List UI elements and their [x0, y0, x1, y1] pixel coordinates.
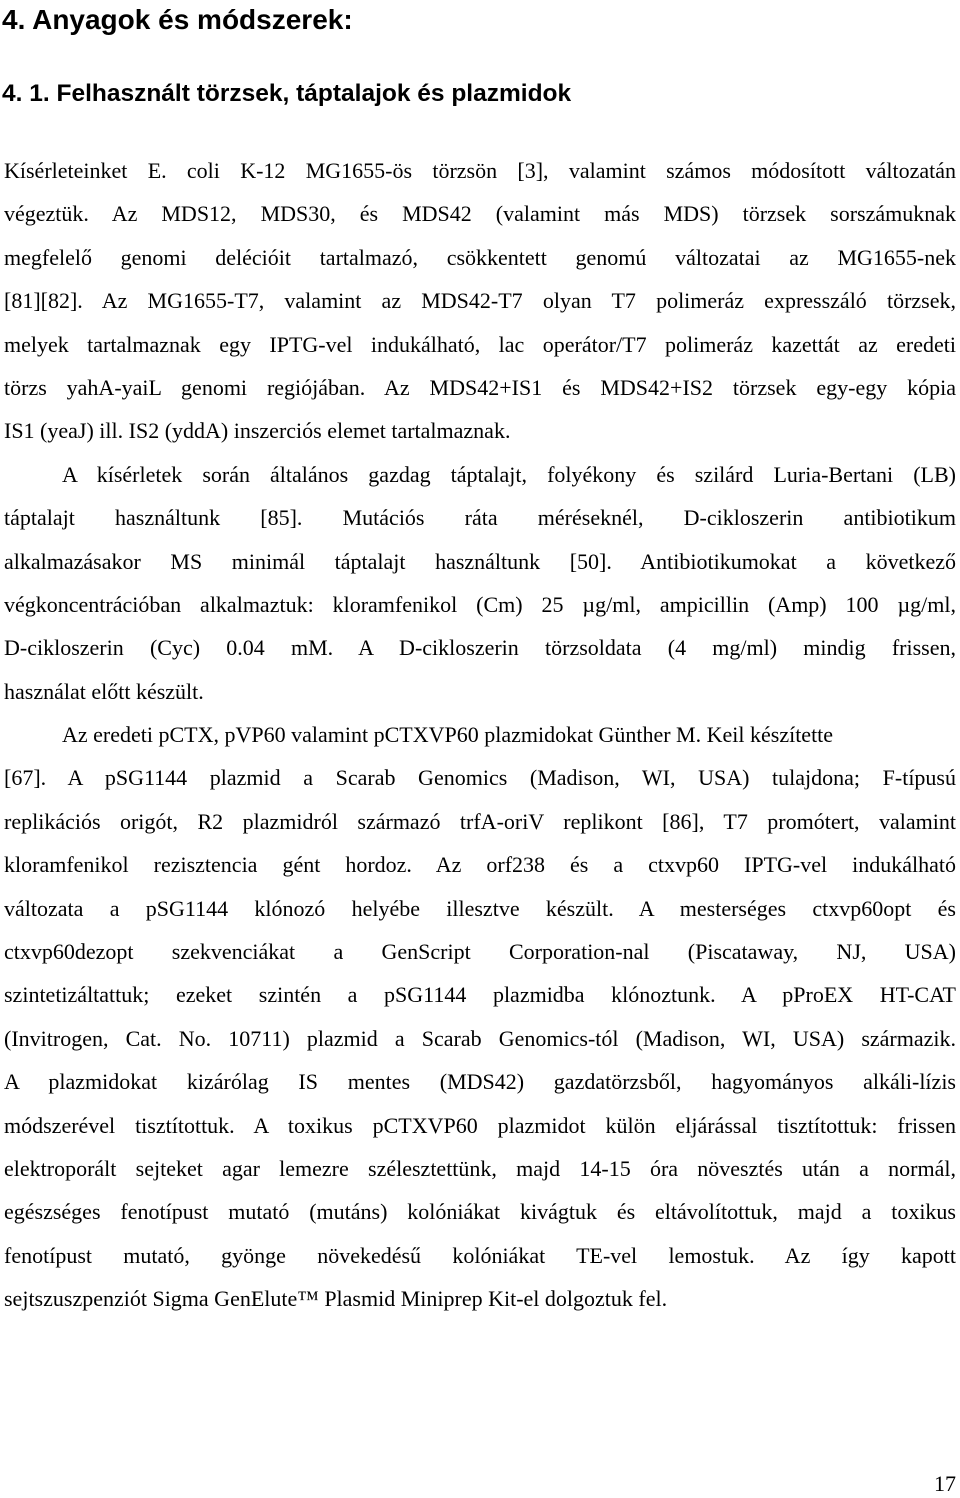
text-line: ctxvp60dezopt szekvenciákat a GenScript Corporation-nal (Piscataway, NJ, USA)	[4, 939, 956, 965]
subsection-title: 4. 1. Felhasznált törzsek, táptalajok és plazmidok	[2, 80, 572, 107]
text-line: kloramfenikol rezisztencia gént hordoz. Az orf238 és a ctxvp60 IPTG-vel indukálható	[4, 852, 956, 878]
text-line: táptalajt használtunk [85]. Mutációs ráta méréseknél, D-cikloszerin antibiotikum	[4, 505, 956, 531]
text-line: módszerével tisztítottuk. A toxikus pCTXVP60 plazmidot külön eljárással tisztítottuk: frissen	[4, 1112, 956, 1138]
text-line: IS1 (yeaJ) ill. IS2 (yddA) inszerciós elemet tartalmaznak.	[4, 418, 511, 444]
text-line: alkalmazásakor MS minimál táptalajt használtunk [50]. Antibiotikumokat a következő	[4, 548, 956, 574]
page-number: 17	[934, 1471, 956, 1496]
text-line: [67]. A pSG1144 plazmid a Scarab Genomics (Madison, WI, USA) tulajdona; F-típusú	[4, 765, 956, 791]
text-line: használat előtt készült.	[4, 678, 204, 704]
text-line: melyek tartalmaznak egy IPTG-vel indukálható, lac operátor/T7 polimeráz kazettát az eredeti	[4, 331, 956, 357]
text-line: szintetizáltattuk; ezeket szintén a pSG1144 plazmidba klónoztunk. A pProEX HT-CAT	[4, 982, 956, 1008]
text-line: egészséges fenotípust mutató (mutáns) kolóniákat kivágtuk és eltávolítottuk, majd a toxikus	[4, 1199, 956, 1225]
text-line: végeztük. Az MDS12, MDS30, és MDS42 (valamint más MDS) törzsek sorszámuknak	[4, 201, 956, 227]
text-line: sejtszuszpenziót Sigma GenElute™ Plasmid Miniprep Kit-el dolgoztuk fel.	[4, 1286, 668, 1312]
text-line: Az eredeti pCTX, pVP60 valamint pCTXVP60 plazmidokat Günther M. Keil készítette	[62, 722, 834, 748]
text-line: A kísérletek során általános gazdag táptalajt, folyékony és szilárd Luria-Bertani (LB)	[62, 461, 956, 487]
text-line: replikációs origót, R2 plazmidról származó trfA-oriV replikont [86], T7 promótert, valamint	[4, 808, 956, 834]
text-line: törzs yahA-yaiL genomi regiójában. Az MDS42+IS1 és MDS42+IS2 törzsek egy-egy kópia	[4, 374, 956, 400]
text-line: Kísérleteinket E. coli K-12 MG1655-ös törzsön [3], valamint számos módosított változatán	[4, 158, 956, 183]
section-title: 4. Anyagok és módszerek:	[2, 4, 353, 35]
text-line: (Invitrogen, Cat. No. 10711) plazmid a Scarab Genomics-tól (Madison, WI, USA) származik.	[4, 1025, 956, 1051]
text-line: változata a pSG1144 klónozó helyébe illesztve készült. A mesterséges ctxvp60opt és	[4, 895, 956, 921]
text-line: megfelelő genomi delécióit tartalmazó, csökkentett genomú változatai az MG1655-nek	[4, 244, 956, 270]
body-text	[4, 149, 956, 1321]
text-line: fenotípust mutató, gyönge növekedésű kolóniákat TE-vel lemostuk. Az így kapott	[4, 1242, 956, 1268]
text-line: elektroporált sejteket agar lemezre szélesztettünk, majd 14-15 óra növesztés után a normál,	[4, 1155, 956, 1181]
text-line: A plazmidokat kizárólag IS mentes (MDS42) gazdatörzsből, hagyományos alkáli-lízis	[4, 1069, 956, 1095]
text-line: D-cikloszerin (Cyc) 0.04 mM. A D-cikloszerin törzsoldata (4 mg/ml) mindig frissen,	[4, 635, 956, 661]
text-line: [81][82]. Az MG1655-T7, valamint az MDS42-T7 olyan T7 polimeráz expresszáló törzsek,	[4, 288, 956, 314]
text-line: végkoncentrációban alkalmaztuk: kloramfenikol (Cm) 25 µg/ml, ampicillin (Amp) 100 µg/ml,	[4, 591, 956, 617]
